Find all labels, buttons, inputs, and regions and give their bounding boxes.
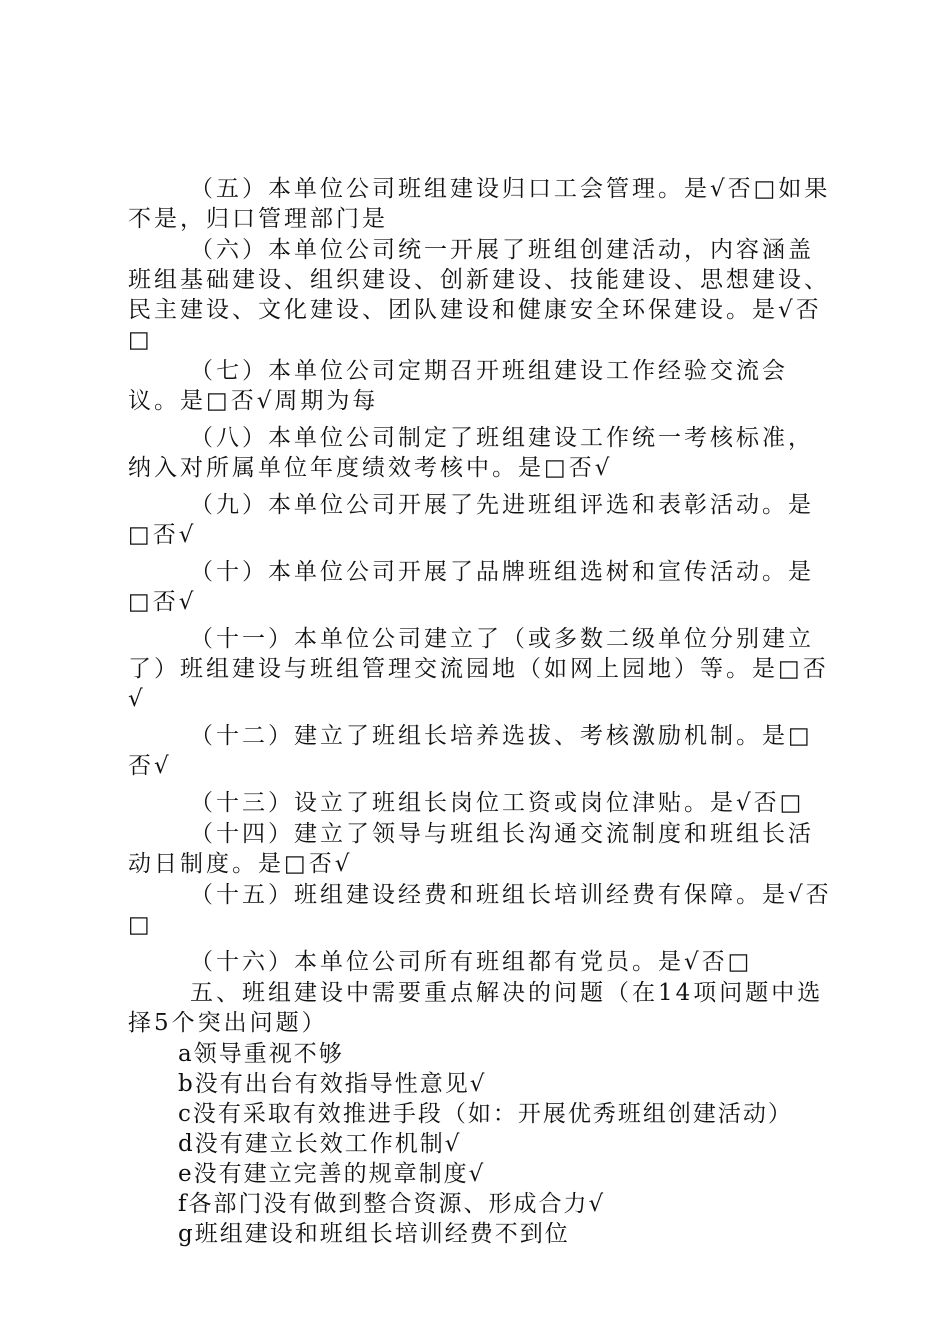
section-5-heading: 五、班组建设中需要重点解决的问题（在14项问题中选择5个突出问题）	[128, 980, 824, 1036]
paragraph-9: （九）本单位公司开展了先进班组评选和表彰活动。是□否√	[128, 492, 814, 548]
paragraph-12: （十二）建立了班组长培养选拔、考核激励机制。是□否√	[128, 723, 813, 779]
paragraph-7: （七）本单位公司定期召开班组建设工作经验交流会议。是□否√周期为每	[128, 358, 788, 414]
paragraph-5: （五）本单位公司班组建设归口工会管理。是√否□如果不是，归口管理部门是	[128, 176, 831, 232]
paragraph-15: （十五）班组建设经费和班组长培训经费有保障。是√否□	[128, 882, 832, 938]
paragraph-10: （十）本单位公司开展了品牌班组选树和宣传活动。是□否√	[128, 559, 814, 615]
paragraph-16: （十六）本单位公司所有班组都有党员。是√否□	[190, 949, 753, 975]
problem-item-g: g班组建设和班组长培训经费不到位	[178, 1221, 570, 1247]
problem-item-d: d没有建立长效工作机制√	[178, 1131, 462, 1157]
paragraph-11: （十一）本单位公司建立了（或多数二级单位分别建立了）班组建设与班组管理交流园地（如网上园地）等。是□否√	[128, 626, 829, 712]
document-body	[128, 174, 832, 1249]
problem-item-f: f各部门没有做到整合资源、形成合力√	[178, 1191, 606, 1217]
problem-item-c: c没有采取有效推进手段（如：开展优秀班组创建活动）	[178, 1101, 793, 1127]
paragraph-6: （六）本单位公司统一开展了班组创建活动，内容涵盖班组基础建设、组织建设、创新建设、技能建设、思想建设、民主建设、文化建设、团队建设和健康安全环保建设。是√否□	[128, 237, 830, 353]
problem-item-a: a领导重视不够	[178, 1041, 344, 1067]
problem-item-b: b没有出台有效指导性意见√	[178, 1071, 487, 1097]
paragraph-14: （十四）建立了领导与班组长沟通交流制度和班组长活动日制度。是□否√	[128, 821, 814, 877]
paragraph-13: （十三）设立了班组长岗位工资或岗位津贴。是√否□	[190, 790, 805, 816]
problem-item-e: e没有建立完善的规章制度√	[178, 1161, 486, 1187]
paragraph-8: （八）本单位公司制定了班组建设工作统一考核标准，纳入对所属单位年度绩效考核中。是□否√	[128, 425, 814, 481]
